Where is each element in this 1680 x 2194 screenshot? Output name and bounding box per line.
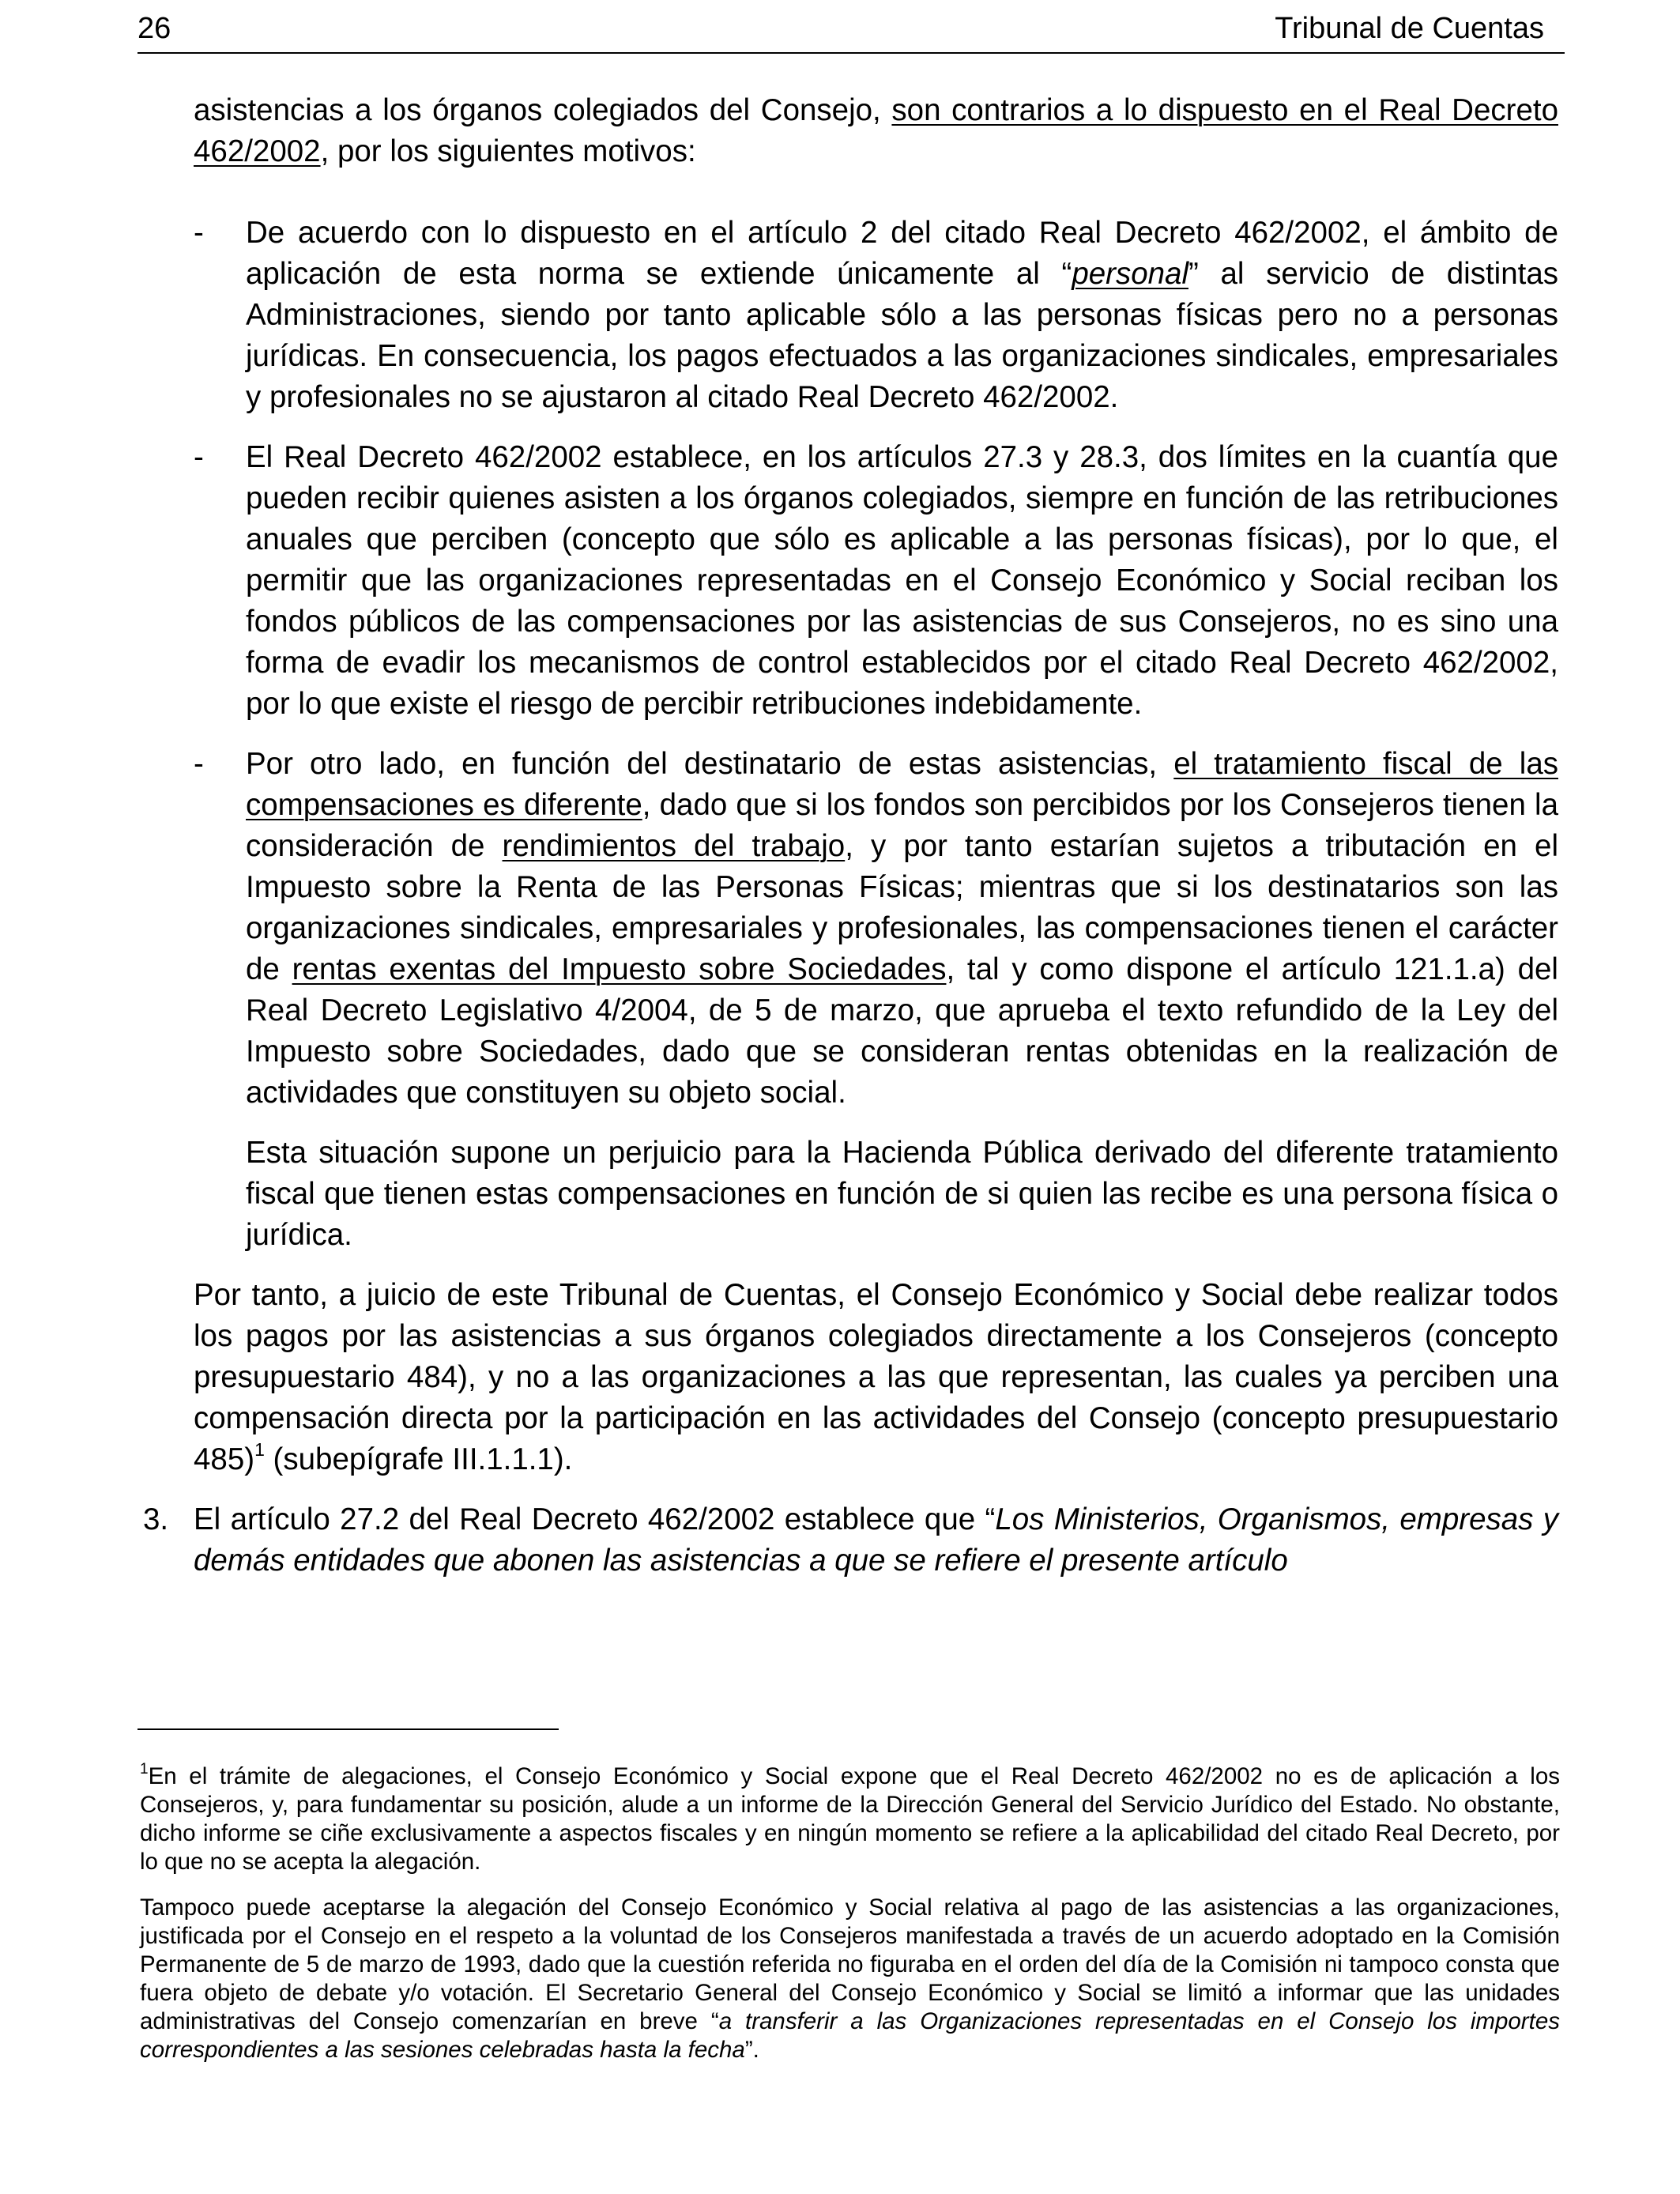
- footnote-1-continuation: [140, 1894, 1560, 2064]
- bullet-text-part: , tal y como dispone el artículo 121.1.a) del Real Decreto Legislativo 4/2004, de 5 de marzo, que aprueba el texto refundido de la Ley del Impuesto sobre Sociedades, dado que se consideran rentas obtenidas en la realización de actividades que constituyen su objeto social.: [246, 952, 1558, 1110]
- bullet-text-part: , dado que si los fondos son percibidos por los Consejeros tienen la consideración de: [246, 788, 1558, 863]
- footnote-separator: [137, 1728, 559, 1730]
- footnote-mark: 1: [140, 1761, 149, 1777]
- item-text-part: El artículo 27.2 del Real Decreto 462/2002 establece que “: [194, 1502, 996, 1536]
- footnotes: [140, 1762, 1560, 2064]
- bullet-subparagraph: Esta situación supone un perjuicio para la Hacienda Pública derivado del diferente tratamiento fiscal que tienen estas compensaciones en función de si quien las recibe es una persona física o jurídica.: [246, 1136, 1558, 1252]
- conclusion-text-end: (subepígrafe III.1.1.1).: [264, 1442, 573, 1476]
- bullet-text-part: ” al servicio de distintas Administraciones, siendo por tanto aplicable sólo a las personas físicas pero no a personas jurídicas. En consecuencia, los pagos efectuados a las organizaciones sindicales, empresariales y profesionales no se ajustaron al citado Real Decreto 462/2002.: [246, 257, 1559, 414]
- bullet-text: [246, 213, 1558, 418]
- footnote-1: [140, 1762, 1560, 1876]
- intro-underlined-text: son contrarios a lo dispuesto en el Real Decreto 462/2002: [194, 93, 1558, 168]
- underlined-phrase: rendimientos del trabajo: [502, 829, 846, 863]
- bullet-text-part: De acuerdo con lo dispuesto en el artículo 2 del citado Real Decreto 462/2002, el ámbito de aplicación de esta norma se extiende únicamente al “: [246, 216, 1558, 291]
- conclusion-text: Por tanto, a juicio de este Tribunal de Cuentas, el Consejo Económico y Social debe realizar todos los pagos por las asistencias a sus órganos colegiados directamente a los Consejeros (concepto presupuestario 484), y no a las organizaciones a las que representan, las cuales ya perciben una compensación directa por la participación en las actividades del Consejo (concepto presupuestario 485): [194, 1278, 1558, 1476]
- bullet-dash: -: [194, 747, 204, 781]
- bullet-item-3: [194, 744, 1558, 1256]
- numbered-item-3: [143, 1499, 1558, 1581]
- page-number: 26: [137, 12, 171, 45]
- bullet-dash: -: [194, 440, 204, 474]
- footnote-text: Tampoco puede aceptarse la alegación del Consejo Económico y Social relativa al pago de las asistencias a las organizaciones, justificada por el Consejo en el respeto a la voluntad de los Consejeros manifestada a través de un acuerdo adoptado en la Comisión Permanente de 5 de marzo de 1993, dado que la cuestión referida no figuraba en el orden del día de la Comisión ni tampoco consta que fuera objeto de debate y/o votación. El Secretario General del Consejo Económico y Social se limitó a informar que las unidades administrativas del Consejo comenzarían en breve “: [140, 1894, 1560, 2034]
- emphasized-word: personal: [1072, 257, 1188, 291]
- bullet-item-1: [194, 213, 1558, 418]
- underlined-phrase: el tratamiento fiscal de las compensaciones es diferente: [246, 747, 1558, 822]
- bullet-item-2: [194, 437, 1558, 725]
- intro-text-end: , por los siguientes motivos:: [320, 134, 696, 168]
- bullet-dash: -: [194, 216, 204, 250]
- running-title: Tribunal de Cuentas: [1275, 12, 1544, 45]
- main-text: [143, 90, 1559, 1581]
- footnote-text-end: ”.: [744, 2037, 759, 2063]
- footnote-text: En el trámite de alegaciones, el Consejo Económico y Social expone que el Real Decreto 462/2002 no es de aplicación a los Consejeros, y, para fundamentar su posición, alude a un informe de la Dirección General del Servicio Jurídico del Estado. No obstante, dicho informe se ciñe exclusivamente a aspectos fiscales y en ningún momento se refiere a la aplicabilidad del citado Real Decreto, por lo que no se acepta la alegación.: [140, 1763, 1560, 1875]
- item-text: [194, 1499, 1558, 1581]
- quoted-italic-text: Los Ministerios, Organismos, empresas y demás entidades que abonen las asistencias a que se refiere el presente artículo: [194, 1502, 1558, 1578]
- intro-text: asistencias a los órganos colegiados del Consejo,: [194, 93, 892, 127]
- bullet-text-part: , y por tanto estarían sujetos a tributación en el Impuesto sobre la Renta de las Personas Físicas; mientras que si los destinatarios son las organizaciones sindicales, empresariales y profesionales, las compensaciones tienen el carácter de: [246, 829, 1559, 986]
- bullet-text-part: Por otro lado, en función del destinatario de estas asistencias,: [246, 747, 1174, 781]
- page-header: [137, 8, 1565, 54]
- footnote-reference[interactable]: 1: [254, 1439, 265, 1460]
- item-number: 3.: [143, 1502, 169, 1536]
- underlined-phrase: rentas exentas del Impuesto sobre Sociedades: [292, 952, 947, 986]
- intro-paragraph: [194, 90, 1558, 172]
- bullet-text: [246, 744, 1558, 1114]
- footnote-quote: a transferir a las Organizaciones representadas en el Consejo los importes correspondientes a las sesiones celebradas hasta la fecha: [140, 2008, 1560, 2063]
- bullet-text: El Real Decreto 462/2002 establece, en los artículos 27.3 y 28.3, dos límites en la cuantía que pueden recibir quienes asisten a los órganos colegiados, siempre en función de las retribuciones anuales que perciben (concepto que sólo es aplicable a las personas físicas), por lo que, el permitir que las organizaciones representadas en el Consejo Económico y Social reciban los fondos públicos de las compensaciones por las asistencias de sus Consejeros, no es sino una forma de evadir los mecanismos de control establecidos por el citado Real Decreto 462/2002, por lo que existe el riesgo de percibir retribuciones indebidamente.: [246, 440, 1558, 721]
- conclusion-paragraph: [194, 1275, 1558, 1480]
